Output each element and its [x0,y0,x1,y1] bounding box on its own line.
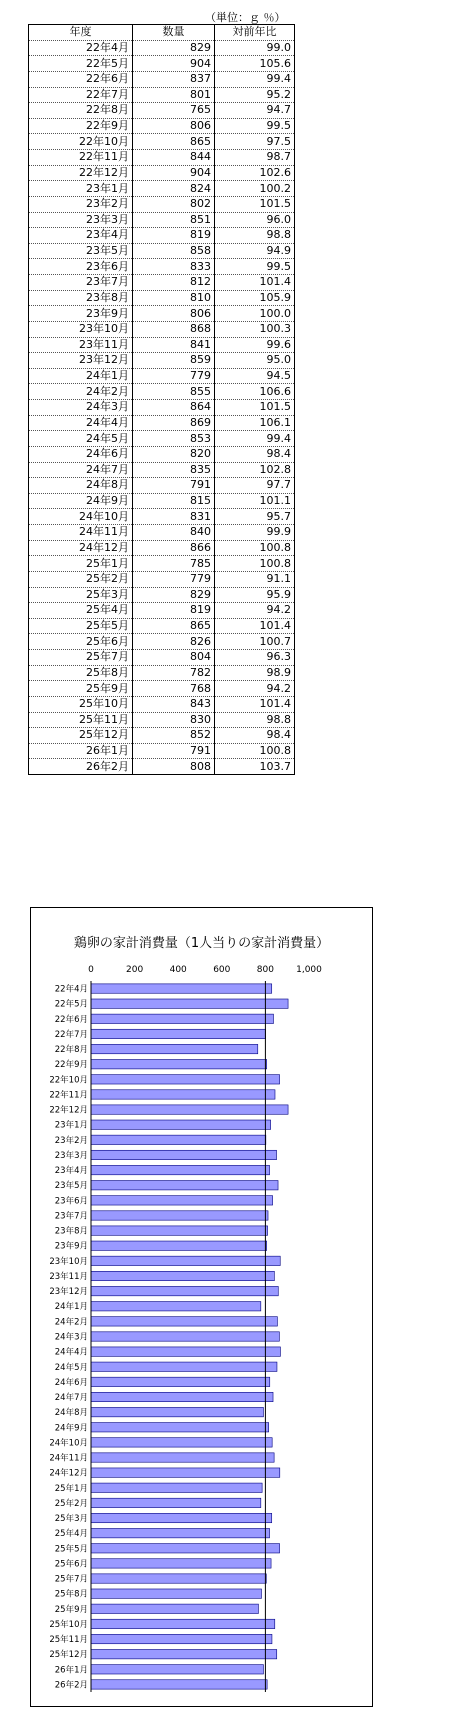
cell-yoy: 98.4 [215,446,295,462]
cell-quantity: 865 [133,618,215,634]
category-label: 23年10月 [49,1256,88,1267]
cell-quantity: 806 [133,118,215,134]
cell-period: 23年9月 [29,306,133,322]
cell-quantity: 855 [133,384,215,400]
cell-period: 23年11月 [29,337,133,353]
bar [91,1044,258,1053]
cell-quantity: 864 [133,400,215,416]
bar [91,1165,270,1174]
chart-panel [30,907,373,1707]
cell-quantity: 869 [133,415,215,431]
category-label: 23年1月 [54,1120,88,1131]
bar [91,1634,272,1643]
bar [91,1680,267,1689]
table-row [29,290,295,306]
cell-quantity: 851 [133,212,215,228]
bar [91,1377,270,1386]
header-quantity: 数量 [133,25,215,41]
cell-quantity: 806 [133,306,215,322]
category-label: 25年7月 [54,1574,88,1585]
cell-quantity: 779 [133,368,215,384]
cell-quantity: 826 [133,634,215,650]
cell-period: 25年11月 [29,712,133,728]
cell-yoy: 102.6 [215,165,295,181]
cell-yoy: 98.7 [215,150,295,166]
unit-label: （単位：ｇ ％） [205,11,286,24]
table-row [29,212,295,228]
category-label: 23年2月 [54,1135,88,1146]
bar [91,1468,280,1477]
cell-yoy: 99.4 [215,431,295,447]
bar [91,1498,261,1507]
bar [91,1256,280,1265]
cell-period: 23年1月 [29,181,133,197]
cell-quantity: 765 [133,103,215,119]
category-label: 24年10月 [49,1438,88,1449]
cell-quantity: 830 [133,712,215,728]
cell-period: 25年4月 [29,603,133,619]
category-label: 23年6月 [54,1196,88,1207]
table-row [29,56,295,72]
cell-period: 24年6月 [29,446,133,462]
category-label: 25年8月 [54,1589,88,1600]
cell-quantity: 840 [133,525,215,541]
cell-quantity: 785 [133,556,215,572]
cell-yoy: 91.1 [215,571,295,587]
category-label: 23年8月 [54,1226,88,1237]
bar [91,1438,272,1447]
cell-yoy: 94.5 [215,368,295,384]
category-label: 24年1月 [54,1302,88,1313]
cell-yoy: 99.5 [215,118,295,134]
cell-yoy: 98.4 [215,728,295,744]
bar [91,1302,261,1311]
category-label: 23年7月 [54,1211,88,1222]
bar [91,1362,277,1371]
table-row [29,415,295,431]
category-label: 25年1月 [54,1483,88,1494]
bar [91,1150,277,1159]
cell-period: 23年6月 [29,259,133,275]
table-row [29,493,295,509]
cell-yoy: 99.6 [215,337,295,353]
cell-quantity: 858 [133,243,215,259]
cell-period: 24年9月 [29,493,133,509]
cell-quantity: 841 [133,337,215,353]
cell-period: 26年2月 [29,759,133,775]
cell-period: 24年12月 [29,540,133,556]
bar [91,1090,275,1099]
bar [91,1392,273,1401]
table-row [29,71,295,87]
cell-yoy: 105.9 [215,290,295,306]
bar-chart [31,908,374,1708]
cell-yoy: 95.0 [215,353,295,369]
cell-yoy: 106.6 [215,384,295,400]
cell-quantity: 844 [133,150,215,166]
cell-period: 24年5月 [29,431,133,447]
cell-period: 25年6月 [29,634,133,650]
cell-quantity: 802 [133,196,215,212]
table-row [29,618,295,634]
cell-quantity: 768 [133,681,215,697]
category-label: 24年9月 [54,1423,88,1434]
table-row [29,556,295,572]
table-row [29,134,295,150]
cell-period: 22年8月 [29,103,133,119]
category-label: 22年8月 [54,1045,88,1056]
bar [91,1544,280,1553]
table-row [29,728,295,744]
category-label: 23年11月 [49,1271,88,1282]
category-label: 24年4月 [54,1347,88,1358]
cell-quantity: 833 [133,259,215,275]
cell-period: 24年4月 [29,415,133,431]
cell-yoy: 100.0 [215,306,295,322]
x-tick-label: 200 [126,965,144,975]
cell-yoy: 101.4 [215,696,295,712]
cell-period: 23年12月 [29,353,133,369]
cell-yoy: 99.4 [215,71,295,87]
cell-quantity: 904 [133,56,215,72]
category-label: 24年2月 [54,1317,88,1328]
table-row [29,321,295,337]
cell-period: 23年3月 [29,212,133,228]
cell-yoy: 96.3 [215,650,295,666]
cell-period: 25年12月 [29,728,133,744]
table-body [29,40,295,774]
cell-yoy: 100.8 [215,540,295,556]
table-row [29,681,295,697]
category-label: 25年12月 [49,1650,88,1661]
table-row [29,87,295,103]
cell-yoy: 95.7 [215,509,295,525]
bar [91,1271,274,1280]
cell-quantity: 791 [133,478,215,494]
cell-yoy: 100.8 [215,743,295,759]
category-label: 23年12月 [49,1287,88,1298]
bar [91,1120,271,1129]
cell-quantity: 831 [133,509,215,525]
table-row [29,165,295,181]
cell-period: 22年4月 [29,40,133,56]
category-label: 22年11月 [49,1090,88,1101]
category-label: 23年5月 [54,1181,88,1192]
bar [91,1559,271,1568]
cell-yoy: 103.7 [215,759,295,775]
cell-quantity: 779 [133,571,215,587]
bar [91,1135,266,1144]
category-label: 23年4月 [54,1166,88,1177]
bar [91,1060,267,1069]
category-label: 24年7月 [54,1393,88,1404]
cell-quantity: 812 [133,275,215,291]
cell-period: 25年5月 [29,618,133,634]
cell-yoy: 96.0 [215,212,295,228]
table-row [29,196,295,212]
cell-quantity: 801 [133,87,215,103]
cell-yoy: 95.2 [215,87,295,103]
bar [91,1407,263,1416]
cell-yoy: 100.7 [215,634,295,650]
table-row [29,368,295,384]
cell-period: 25年1月 [29,556,133,572]
cell-period: 23年7月 [29,275,133,291]
table-row [29,400,295,416]
cell-quantity: 868 [133,321,215,337]
category-label: 25年4月 [54,1529,88,1540]
cell-period: 22年5月 [29,56,133,72]
cell-yoy: 102.8 [215,462,295,478]
cell-quantity: 865 [133,134,215,150]
bar [91,1241,267,1250]
bar [91,1604,258,1613]
cell-period: 25年3月 [29,587,133,603]
cell-quantity: 791 [133,743,215,759]
cell-quantity: 782 [133,665,215,681]
bar [91,1589,261,1598]
table-row [29,103,295,119]
cell-period: 22年10月 [29,134,133,150]
cell-yoy: 98.8 [215,228,295,244]
table-row [29,275,295,291]
bar [91,1665,263,1674]
cell-yoy: 95.9 [215,587,295,603]
cell-quantity: 853 [133,431,215,447]
table-row [29,696,295,712]
category-label: 25年11月 [49,1635,88,1646]
bar [91,999,288,1008]
header-yoy: 対前年比 [215,25,295,41]
cell-period: 22年6月 [29,71,133,87]
table-row [29,525,295,541]
cell-quantity: 837 [133,71,215,87]
cell-quantity: 824 [133,181,215,197]
cell-period: 22年11月 [29,150,133,166]
bar [91,1317,277,1326]
table-row [29,118,295,134]
table-row [29,712,295,728]
table-row [29,243,295,259]
cell-quantity: 829 [133,40,215,56]
cell-period: 25年10月 [29,696,133,712]
category-label: 24年3月 [54,1332,88,1343]
bar [91,1483,262,1492]
category-label: 24年12月 [49,1468,88,1479]
bar [91,1528,270,1537]
x-tick-label: 800 [256,965,274,975]
cell-yoy: 94.9 [215,243,295,259]
table-row [29,603,295,619]
table-row [29,462,295,478]
table-row [29,509,295,525]
cell-quantity: 808 [133,759,215,775]
bar [91,1423,269,1432]
cell-yoy: 98.9 [215,665,295,681]
cell-quantity: 819 [133,603,215,619]
table-row [29,431,295,447]
category-label: 24年5月 [54,1362,88,1373]
cell-yoy: 101.1 [215,493,295,509]
cell-period: 26年1月 [29,743,133,759]
category-label: 22年9月 [54,1060,88,1071]
cell-period: 23年8月 [29,290,133,306]
cell-period: 23年10月 [29,321,133,337]
table-row [29,743,295,759]
category-label: 22年4月 [54,984,88,995]
cell-period: 24年11月 [29,525,133,541]
category-label: 22年12月 [49,1105,88,1116]
bar [91,1619,275,1628]
cell-period: 24年7月 [29,462,133,478]
table-row [29,540,295,556]
cell-period: 25年2月 [29,571,133,587]
table-row [29,337,295,353]
table-row [29,650,295,666]
table-header-row [29,25,295,41]
table-row [29,181,295,197]
cell-yoy: 101.4 [215,275,295,291]
cell-period: 24年10月 [29,509,133,525]
category-label: 25年5月 [54,1544,88,1555]
cell-period: 22年9月 [29,118,133,134]
category-label: 22年10月 [49,1075,88,1086]
category-label: 22年5月 [54,999,88,1010]
cell-yoy: 100.2 [215,181,295,197]
cell-yoy: 94.2 [215,603,295,619]
table-row [29,571,295,587]
cell-yoy: 106.1 [215,415,295,431]
cell-period: 24年2月 [29,384,133,400]
cell-yoy: 98.8 [215,712,295,728]
bar [91,1453,274,1462]
x-tick-label: 0 [88,965,94,975]
table-row [29,587,295,603]
table-row [29,40,295,56]
category-label: 22年7月 [54,1029,88,1040]
table-row [29,446,295,462]
cell-yoy: 97.7 [215,478,295,494]
cell-quantity: 829 [133,587,215,603]
bar [91,1181,278,1190]
category-label: 25年2月 [54,1498,88,1509]
cell-quantity: 852 [133,728,215,744]
cell-yoy: 100.8 [215,556,295,572]
x-tick-label: 600 [213,965,231,975]
bar [91,1196,273,1205]
cell-yoy: 100.3 [215,321,295,337]
header-period: 年度 [29,25,133,41]
cell-period: 24年3月 [29,400,133,416]
category-label: 25年9月 [54,1604,88,1615]
chart-title: 鶏卵の家計消費量（1人当りの家計消費量） [73,936,330,951]
cell-quantity: 835 [133,462,215,478]
cell-quantity: 815 [133,493,215,509]
cell-yoy: 99.0 [215,40,295,56]
cell-period: 22年7月 [29,87,133,103]
bar [91,1347,280,1356]
cell-period: 23年2月 [29,196,133,212]
category-label: 26年2月 [54,1680,88,1691]
cell-yoy: 101.5 [215,196,295,212]
cell-quantity: 820 [133,446,215,462]
cell-yoy: 101.5 [215,400,295,416]
table-row [29,306,295,322]
bar [91,1014,273,1023]
bar [91,1649,277,1658]
category-label: 22年6月 [54,1014,88,1025]
cell-period: 23年4月 [29,228,133,244]
table-row [29,150,295,166]
category-label: 25年3月 [54,1514,88,1525]
cell-yoy: 99.5 [215,259,295,275]
cell-period: 22年12月 [29,165,133,181]
bar [91,1574,266,1583]
bar [91,1332,279,1341]
category-label: 25年6月 [54,1559,88,1570]
cell-quantity: 859 [133,353,215,369]
bar [91,1105,288,1114]
bar [91,1075,280,1084]
cell-yoy: 99.9 [215,525,295,541]
cell-yoy: 94.2 [215,681,295,697]
bar [91,1286,278,1295]
cell-quantity: 866 [133,540,215,556]
bar [91,984,272,993]
cell-quantity: 904 [133,165,215,181]
cell-yoy: 94.7 [215,103,295,119]
cell-quantity: 804 [133,650,215,666]
x-tick-label: 1,000 [296,965,322,975]
table-row [29,478,295,494]
table-row [29,665,295,681]
bar [91,1513,272,1522]
category-label: 24年11月 [49,1453,88,1464]
cell-yoy: 101.4 [215,618,295,634]
table-row [29,384,295,400]
data-table [28,24,295,775]
category-label: 23年9月 [54,1241,88,1252]
table-row [29,228,295,244]
cell-quantity: 810 [133,290,215,306]
table-row [29,634,295,650]
category-label: 26年1月 [54,1665,88,1676]
cell-period: 24年8月 [29,478,133,494]
category-label: 24年8月 [54,1408,88,1419]
cell-yoy: 105.6 [215,56,295,72]
category-label: 23年3月 [54,1150,88,1161]
x-tick-label: 400 [169,965,187,975]
category-label: 24年6月 [54,1377,88,1388]
cell-period: 25年9月 [29,681,133,697]
bar [91,1226,268,1235]
cell-quantity: 843 [133,696,215,712]
table-row [29,259,295,275]
bar [91,1211,268,1220]
cell-period: 24年1月 [29,368,133,384]
cell-period: 25年7月 [29,650,133,666]
bar [91,1029,266,1038]
category-label: 25年10月 [49,1619,88,1630]
cell-period: 23年5月 [29,243,133,259]
cell-yoy: 97.5 [215,134,295,150]
table-row [29,759,295,775]
table-row [29,353,295,369]
cell-quantity: 819 [133,228,215,244]
cell-period: 25年8月 [29,665,133,681]
